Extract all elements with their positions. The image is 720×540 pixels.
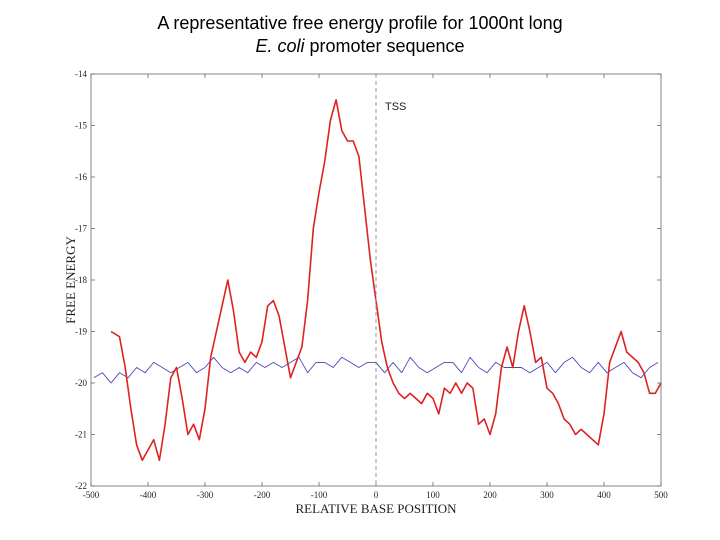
x-tick-label: -300 [196, 490, 214, 500]
y-tick-label: -20 [75, 378, 87, 388]
y-tick-label: -22 [75, 481, 87, 491]
y-tick-label: -16 [75, 172, 87, 182]
slide-title-italic: E. coli [255, 36, 305, 56]
slide-title-rest: promoter sequence [304, 36, 465, 56]
y-tick-label: -21 [75, 429, 87, 440]
y-axis-label: FREE ENERGY [63, 236, 78, 324]
x-tick-label: -500 [82, 490, 100, 500]
x-tick-label: 200 [483, 490, 497, 500]
x-tick-label: -100 [310, 490, 328, 500]
y-tick-label: -17 [75, 223, 87, 234]
tss-label: TSS [385, 101, 407, 113]
slide-title-line-1: A representative free energy profile for 1000nt long [157, 13, 563, 33]
x-tick-label: -200 [253, 490, 271, 500]
x-tick-label: -400 [139, 490, 157, 500]
y-tick-label: -18 [75, 275, 87, 285]
x-tick-label: 300 [540, 490, 554, 500]
x-tick-label: 500 [654, 490, 668, 500]
y-tick-label: -15 [75, 120, 87, 131]
x-axis-label: RELATIVE BASE POSITION [295, 501, 457, 516]
x-tick-label: 0 [373, 490, 379, 500]
x-tick-label: 400 [597, 490, 611, 500]
y-tick-label: -19 [75, 326, 87, 337]
x-tick-label: 100 [426, 490, 440, 500]
y-tick-label: -14 [75, 69, 87, 79]
